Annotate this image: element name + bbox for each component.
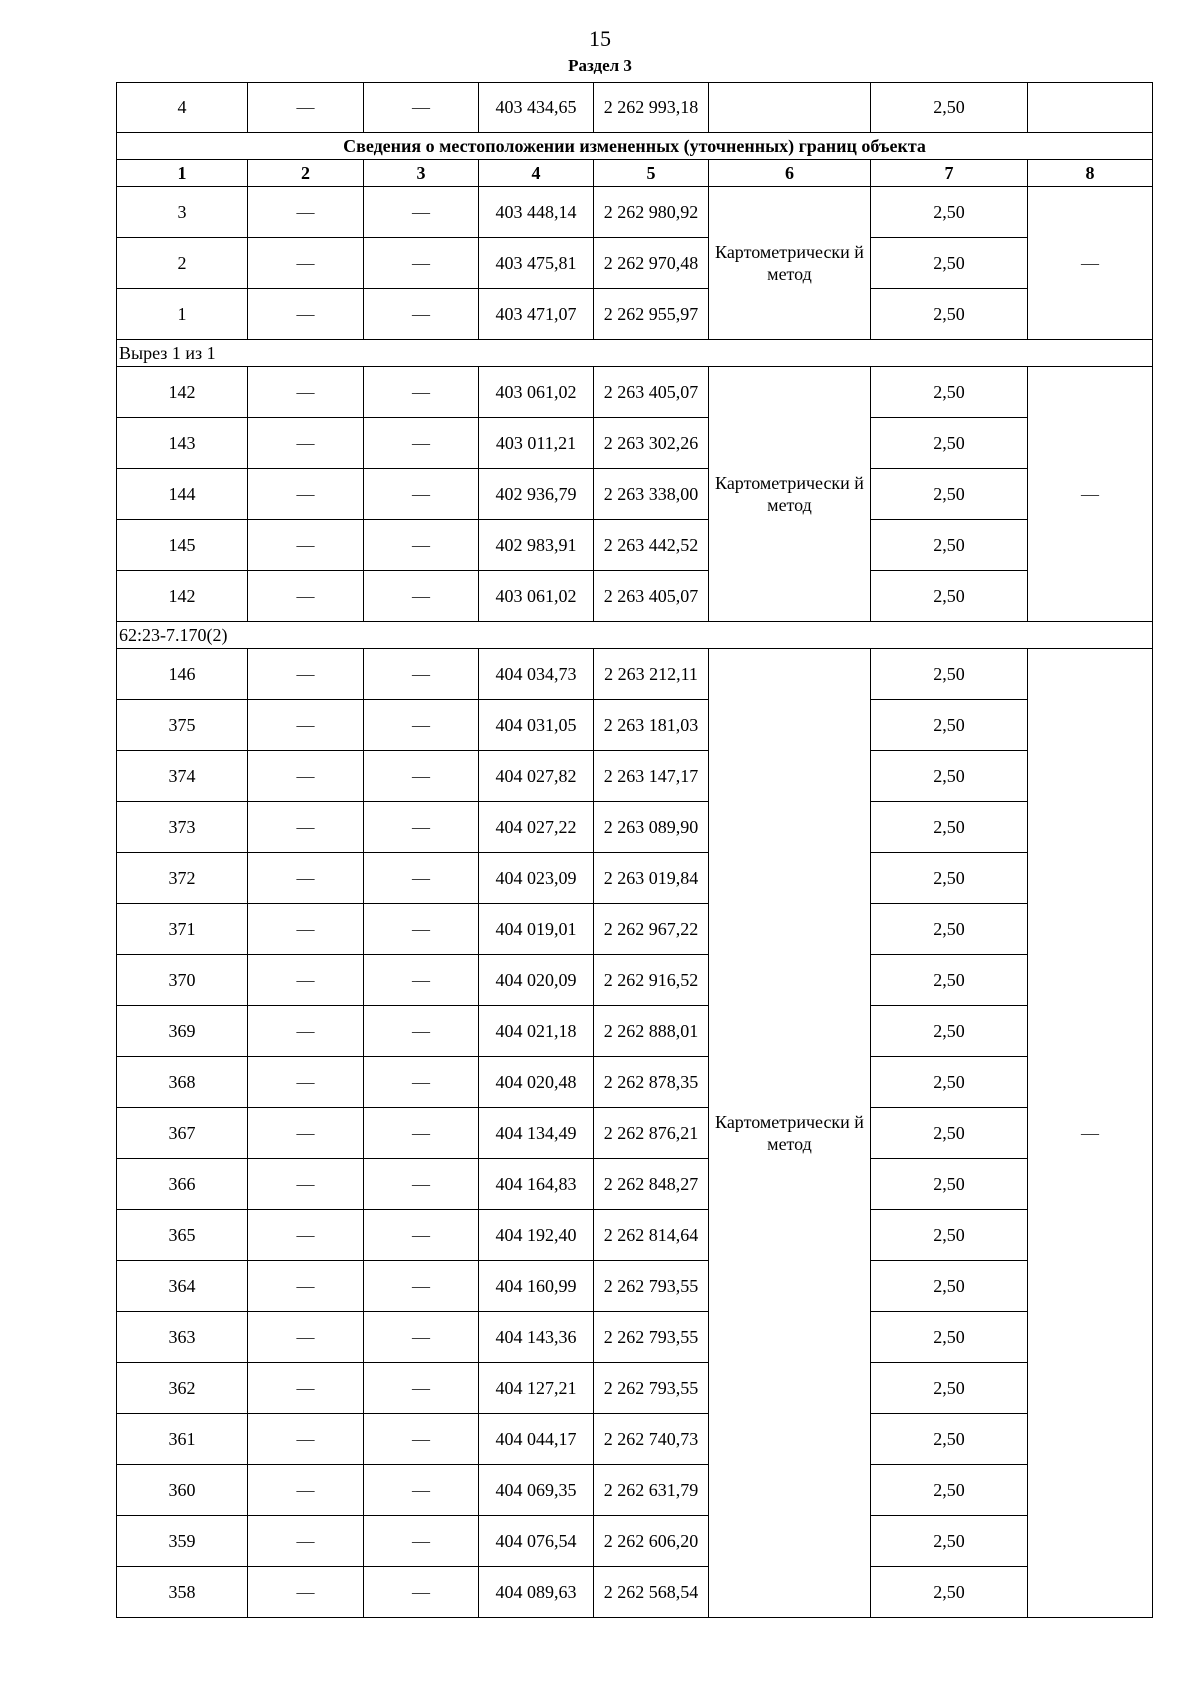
table-row (117, 289, 1153, 340)
accuracy-cell: 2,50 (871, 238, 1028, 289)
y-coordinate: 2 262 631,79 (594, 1465, 709, 1516)
column-3-cell: — (364, 469, 479, 520)
column-number: 4 (479, 160, 594, 187)
column-2-cell: — (248, 1108, 364, 1159)
x-coordinate: 402 983,91 (479, 520, 594, 571)
point-number: 4 (117, 83, 248, 133)
column-3-cell: — (364, 904, 479, 955)
table-row (117, 238, 1153, 289)
table-row (117, 1567, 1153, 1618)
accuracy-cell: 2,50 (871, 1261, 1028, 1312)
x-coordinate: 403 471,07 (479, 289, 594, 340)
accuracy-cell: 2,50 (871, 1567, 1028, 1618)
y-coordinate: 2 262 916,52 (594, 955, 709, 1006)
description-cell (1028, 83, 1153, 133)
x-coordinate: 404 069,35 (479, 1465, 594, 1516)
y-coordinate: 2 262 967,22 (594, 904, 709, 955)
point-number: 144 (117, 469, 248, 520)
accuracy-cell: 2,50 (871, 571, 1028, 622)
y-coordinate: 2 262 888,01 (594, 1006, 709, 1057)
accuracy-cell: 2,50 (871, 1159, 1028, 1210)
point-number: 360 (117, 1465, 248, 1516)
method-cell: Картометрически й метод (709, 649, 871, 1618)
y-coordinate: 2 263 405,07 (594, 367, 709, 418)
column-3-cell: — (364, 187, 479, 238)
x-coordinate: 404 019,01 (479, 904, 594, 955)
column-3-cell: — (364, 83, 479, 133)
point-number: 364 (117, 1261, 248, 1312)
column-number: 3 (364, 160, 479, 187)
x-coordinate: 403 448,14 (479, 187, 594, 238)
column-2-cell: — (248, 238, 364, 289)
point-number: 363 (117, 1312, 248, 1363)
point-number: 371 (117, 904, 248, 955)
y-coordinate: 2 262 878,35 (594, 1057, 709, 1108)
column-3-cell: — (364, 1414, 479, 1465)
accuracy-cell: 2,50 (871, 853, 1028, 904)
column-2-cell: — (248, 367, 364, 418)
column-3-cell: — (364, 1006, 479, 1057)
table-row (117, 1414, 1153, 1465)
accuracy-cell: 2,50 (871, 649, 1028, 700)
accuracy-cell: 2,50 (871, 1108, 1028, 1159)
accuracy-cell: 2,50 (871, 418, 1028, 469)
table-row (117, 802, 1153, 853)
section-title: Раздел 3 (568, 56, 632, 75)
y-coordinate: 2 262 568,54 (594, 1567, 709, 1618)
column-3-cell: — (364, 1465, 479, 1516)
x-coordinate: 404 034,73 (479, 649, 594, 700)
y-coordinate: 2 263 089,90 (594, 802, 709, 853)
x-coordinate: 404 192,40 (479, 1210, 594, 1261)
column-3-cell: — (364, 802, 479, 853)
column-2-cell: — (248, 1159, 364, 1210)
point-number: 369 (117, 1006, 248, 1057)
table-row (117, 751, 1153, 802)
column-3-cell: — (364, 955, 479, 1006)
subheader-row (117, 340, 1153, 367)
column-3-cell: — (364, 1567, 479, 1618)
column-3-cell: — (364, 571, 479, 622)
column-3-cell: — (364, 853, 479, 904)
method-cell: Картометрически й метод (709, 367, 871, 622)
table-row (117, 1006, 1153, 1057)
table-row (117, 700, 1153, 751)
table-row (117, 904, 1153, 955)
x-coordinate: 404 160,99 (479, 1261, 594, 1312)
y-coordinate: 2 262 814,64 (594, 1210, 709, 1261)
description-cell: — (1028, 187, 1153, 340)
column-2-cell: — (248, 571, 364, 622)
table-row (117, 1261, 1153, 1312)
y-coordinate: 2 262 793,55 (594, 1261, 709, 1312)
accuracy-cell: 2,50 (871, 1210, 1028, 1261)
point-number: 143 (117, 418, 248, 469)
point-number: 1 (117, 289, 248, 340)
column-3-cell: — (364, 238, 479, 289)
accuracy-cell: 2,50 (871, 1006, 1028, 1057)
y-coordinate: 2 262 848,27 (594, 1159, 709, 1210)
y-coordinate: 2 263 019,84 (594, 853, 709, 904)
column-2-cell: — (248, 802, 364, 853)
subheader-label: 62:23-7.170(2) (117, 622, 1153, 649)
point-number: 361 (117, 1414, 248, 1465)
column-number: 8 (1028, 160, 1153, 187)
column-2-cell: — (248, 83, 364, 133)
x-coordinate: 403 475,81 (479, 238, 594, 289)
x-coordinate: 404 127,21 (479, 1363, 594, 1414)
point-number: 142 (117, 367, 248, 418)
point-number: 146 (117, 649, 248, 700)
accuracy-cell: 2,50 (871, 955, 1028, 1006)
column-3-cell: — (364, 520, 479, 571)
column-3-cell: — (364, 418, 479, 469)
y-coordinate: 2 262 955,97 (594, 289, 709, 340)
column-2-cell: — (248, 1210, 364, 1261)
y-coordinate: 2 263 212,11 (594, 649, 709, 700)
table-row (117, 955, 1153, 1006)
accuracy-cell: 2,50 (871, 1363, 1028, 1414)
point-number: 145 (117, 520, 248, 571)
x-coordinate: 404 027,22 (479, 802, 594, 853)
accuracy-cell: 2,50 (871, 469, 1028, 520)
point-number: 365 (117, 1210, 248, 1261)
y-coordinate: 2 263 338,00 (594, 469, 709, 520)
x-coordinate: 404 031,05 (479, 700, 594, 751)
x-coordinate: 404 044,17 (479, 1414, 594, 1465)
column-3-cell: — (364, 649, 479, 700)
x-coordinate: 404 143,36 (479, 1312, 594, 1363)
y-coordinate: 2 262 606,20 (594, 1516, 709, 1567)
table-row (117, 469, 1153, 520)
x-coordinate: 404 134,49 (479, 1108, 594, 1159)
table-row (117, 520, 1153, 571)
accuracy-cell: 2,50 (871, 520, 1028, 571)
point-number: 2 (117, 238, 248, 289)
x-coordinate: 403 061,02 (479, 571, 594, 622)
column-2-cell: — (248, 1312, 364, 1363)
subheader-row (117, 622, 1153, 649)
column-2-cell: — (248, 418, 364, 469)
column-2-cell: — (248, 187, 364, 238)
table-row (117, 187, 1153, 238)
column-number: 2 (248, 160, 364, 187)
column-3-cell: — (364, 1516, 479, 1567)
accuracy-cell: 2,50 (871, 1312, 1028, 1363)
accuracy-cell: 2,50 (871, 1516, 1028, 1567)
accuracy-cell: 2,50 (871, 904, 1028, 955)
column-2-cell: — (248, 955, 364, 1006)
column-3-cell: — (364, 751, 479, 802)
point-number: 362 (117, 1363, 248, 1414)
block-title: Сведения о местоположении измененных (уточненных) границ объекта (117, 133, 1153, 160)
column-2-cell: — (248, 1006, 364, 1057)
point-number: 358 (117, 1567, 248, 1618)
table-row (117, 1057, 1153, 1108)
table-row (117, 1159, 1153, 1210)
method-cell: Картометрически й метод (709, 187, 871, 340)
column-2-cell: — (248, 1363, 364, 1414)
table-row (117, 1210, 1153, 1261)
point-number: 373 (117, 802, 248, 853)
page-number: 15 (589, 26, 611, 51)
point-number: 375 (117, 700, 248, 751)
y-coordinate: 2 262 876,21 (594, 1108, 709, 1159)
column-number: 7 (871, 160, 1028, 187)
table-row (117, 418, 1153, 469)
column-3-cell: — (364, 1261, 479, 1312)
column-number: 5 (594, 160, 709, 187)
column-3-cell: — (364, 367, 479, 418)
column-2-cell: — (248, 1465, 364, 1516)
y-coordinate: 2 262 993,18 (594, 83, 709, 133)
accuracy-cell: 2,50 (871, 802, 1028, 853)
point-number: 367 (117, 1108, 248, 1159)
table-row (117, 1363, 1153, 1414)
y-coordinate: 2 262 740,73 (594, 1414, 709, 1465)
column-3-cell: — (364, 700, 479, 751)
x-coordinate: 404 021,18 (479, 1006, 594, 1057)
column-3-cell: — (364, 1057, 479, 1108)
accuracy-cell: 2,50 (871, 1465, 1028, 1516)
table-row (117, 367, 1153, 418)
y-coordinate: 2 262 793,55 (594, 1312, 709, 1363)
column-2-cell: — (248, 1567, 364, 1618)
y-coordinate: 2 262 970,48 (594, 238, 709, 289)
column-3-cell: — (364, 1108, 479, 1159)
accuracy-cell: 2,50 (871, 289, 1028, 340)
table-row (117, 571, 1153, 622)
table-row (117, 1516, 1153, 1567)
x-coordinate: 404 076,54 (479, 1516, 594, 1567)
column-2-cell: — (248, 649, 364, 700)
x-coordinate: 404 020,48 (479, 1057, 594, 1108)
table-row (117, 1108, 1153, 1159)
column-2-cell: — (248, 289, 364, 340)
y-coordinate: 2 263 147,17 (594, 751, 709, 802)
x-coordinate: 402 936,79 (479, 469, 594, 520)
x-coordinate: 403 011,21 (479, 418, 594, 469)
column-2-cell: — (248, 1414, 364, 1465)
accuracy-cell: 2,50 (871, 1057, 1028, 1108)
description-cell: — (1028, 649, 1153, 1618)
table-row (117, 1312, 1153, 1363)
accuracy-cell: 2,50 (871, 367, 1028, 418)
point-number: 366 (117, 1159, 248, 1210)
x-coordinate: 404 020,09 (479, 955, 594, 1006)
point-number: 368 (117, 1057, 248, 1108)
column-2-cell: — (248, 751, 364, 802)
y-coordinate: 2 262 980,92 (594, 187, 709, 238)
accuracy-cell: 2,50 (871, 83, 1028, 133)
coordinates-table (116, 82, 1153, 1618)
x-coordinate: 403 434,65 (479, 83, 594, 133)
point-number: 372 (117, 853, 248, 904)
y-coordinate: 2 263 405,07 (594, 571, 709, 622)
point-number: 3 (117, 187, 248, 238)
y-coordinate: 2 263 302,26 (594, 418, 709, 469)
column-2-cell: — (248, 700, 364, 751)
column-2-cell: — (248, 853, 364, 904)
x-coordinate: 403 061,02 (479, 367, 594, 418)
x-coordinate: 404 027,82 (479, 751, 594, 802)
column-3-cell: — (364, 1363, 479, 1414)
point-number: 370 (117, 955, 248, 1006)
point-number: 359 (117, 1516, 248, 1567)
table-row (117, 83, 1153, 133)
column-2-cell: — (248, 904, 364, 955)
column-2-cell: — (248, 1516, 364, 1567)
table-row (117, 853, 1153, 904)
x-coordinate: 404 089,63 (479, 1567, 594, 1618)
y-coordinate: 2 263 181,03 (594, 700, 709, 751)
column-2-cell: — (248, 1261, 364, 1312)
accuracy-cell: 2,50 (871, 187, 1028, 238)
column-2-cell: — (248, 520, 364, 571)
accuracy-cell: 2,50 (871, 751, 1028, 802)
column-number: 6 (709, 160, 871, 187)
accuracy-cell: 2,50 (871, 1414, 1028, 1465)
point-number: 374 (117, 751, 248, 802)
column-numbers-row (117, 160, 1153, 187)
x-coordinate: 404 023,09 (479, 853, 594, 904)
column-2-cell: — (248, 1057, 364, 1108)
x-coordinate: 404 164,83 (479, 1159, 594, 1210)
y-coordinate: 2 263 442,52 (594, 520, 709, 571)
y-coordinate: 2 262 793,55 (594, 1363, 709, 1414)
point-number: 142 (117, 571, 248, 622)
table-row (117, 1465, 1153, 1516)
description-cell: — (1028, 367, 1153, 622)
table-row (117, 649, 1153, 700)
block-title-row (117, 133, 1153, 160)
column-3-cell: — (364, 1159, 479, 1210)
column-3-cell: — (364, 1210, 479, 1261)
column-number: 1 (117, 160, 248, 187)
column-2-cell: — (248, 469, 364, 520)
column-3-cell: — (364, 289, 479, 340)
method-cell (709, 83, 871, 133)
subheader-label: Вырез 1 из 1 (117, 340, 1153, 367)
column-3-cell: — (364, 1312, 479, 1363)
accuracy-cell: 2,50 (871, 700, 1028, 751)
